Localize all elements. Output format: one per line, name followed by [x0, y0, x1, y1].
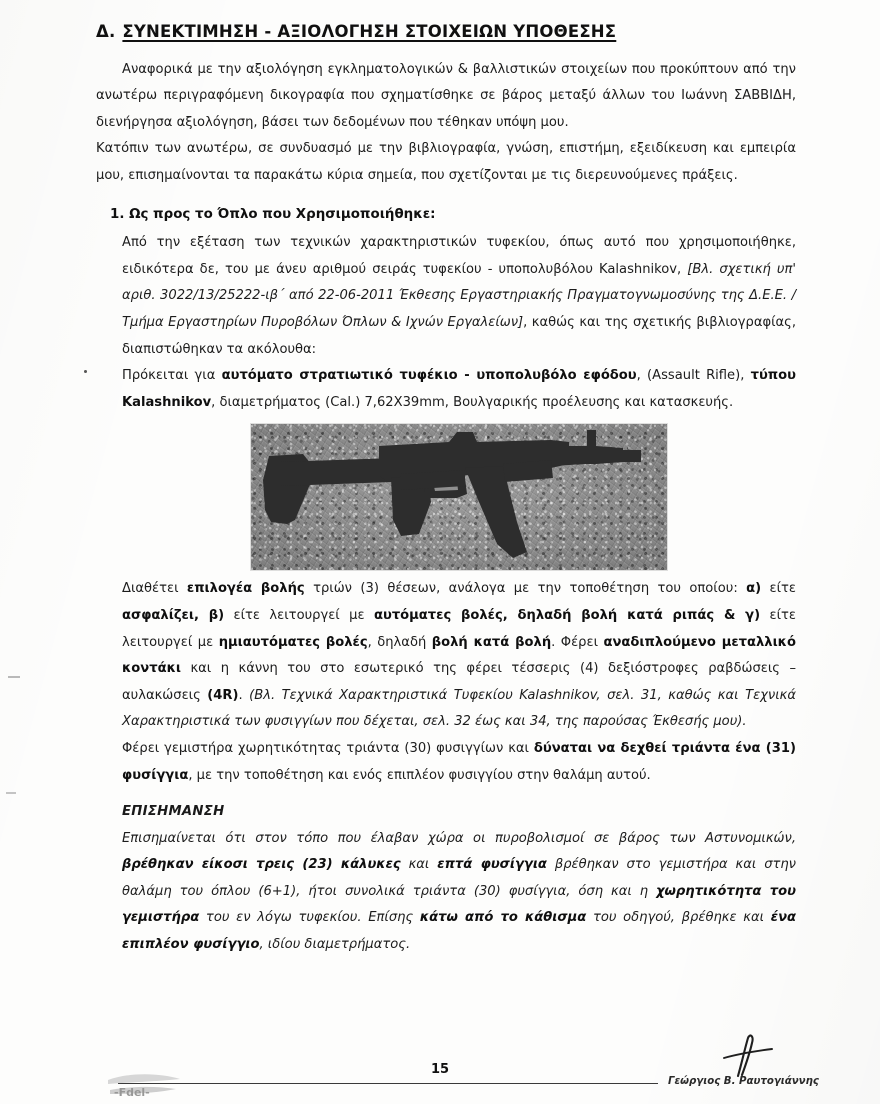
note-paragraph: [122, 826, 796, 959]
section-1-paragraph-1: [122, 230, 796, 363]
note-a: Επισημαίνεται ότι στον τόπο που έλαβαν χώρα οι πυροβολισμοί σε βάρος των Αστυνομικών,: [122, 830, 796, 846]
s1p3-j: ημιαυτόματες βολές: [218, 634, 368, 650]
s1p3-f: ασφαλίζει, β): [122, 607, 225, 623]
s1p1-text-b: , καθώς και της σχετικής βιβλιογραφίας, διαπιστώθηκαν τα ακόλουθα:: [122, 314, 796, 357]
s1p2-a: Πρόκειται για: [122, 368, 222, 384]
page-edge-mark-secondary: [6, 792, 16, 794]
s1p3-l: βολή κατά βολή: [431, 634, 552, 650]
s1p3-h: αυτόματες βολές, δηλαδή βολή κατά ριπάς & γ): [373, 607, 761, 623]
note-h: κάτω από το κάθισμα: [419, 910, 587, 926]
page-title: [96, 22, 796, 43]
s1p3-b: επιλογέα βολής: [186, 581, 305, 597]
s1p1-text-a: Από την εξέταση των τεχνικών χαρακτηριστικών τυφεκίου, όπως αυτό που χρησιμοποιήθηκε, ειδικότερα δε, του με άνευ αριθμού σειράς τυφεκίου - υποπολυβόλου Kalashnikov,: [122, 235, 796, 277]
heading-letter: Δ.: [96, 22, 116, 41]
s1p2-e: , διαμετρήματος (Cal.) 7,62Χ39mm, Βουλγαρικής προέλευσης και κατασκευής.: [211, 394, 734, 410]
note-g: του εν λόγω τυφεκίου. Επίσης: [199, 910, 420, 926]
section-1-body: [122, 230, 796, 958]
heading-title: ΣΥΝΕΚΤΙΜΗΣΗ - ΑΞΙΟΛΟΓΗΣΗ ΣΤΟΙΧΕΙΩΝ ΥΠΟΘΕΣΗΣ: [122, 22, 617, 41]
section-1-heading: 1. Ως προς το Όπλο που Χρησιμοποιήθηκε:: [110, 206, 436, 222]
s1p3-c: τριών (3) θέσεων, ανάλογα με την τοποθέτηση του οποίου:: [304, 581, 747, 597]
rifle-photograph: [251, 424, 667, 570]
s1p1-citation: [Βλ. σχετική υπ' αριθ. 3022/13/25222-ιβ΄ από 22-06-2011 Έκθεσης Εργαστηριακής Πραγματογνωμοσύνης της Δ.Ε.Ε. / Τμήμα Εργαστηρίων Πυροβόλων Όπλων & Ιχνών Εργαλείων]: [122, 261, 796, 330]
s1p3-m: . Φέρει: [551, 634, 604, 650]
section-1-paragraph-2: [122, 363, 796, 416]
page-footer: [0, 1062, 880, 1104]
s1p2-b: αυτόματο στρατιωτικό τυφέκιο - υποπολυβόλο εφόδου: [221, 368, 637, 384]
note-f: χωρητικότητα του γεμιστήρα: [122, 883, 796, 926]
s1p3-e: είτε: [761, 581, 796, 597]
s1p2-c: , (Assault Rifle),: [636, 368, 751, 384]
s1p3-n: αναδιπλούμενο μεταλλικό κοντάκι: [122, 634, 796, 677]
note-e: βρέθηκαν στο γεμιστήρα και στην θαλάμη του όπλου (6+1), ήτοι συνολικά τριάντα (30) φυσίγγια, όση και η: [122, 857, 796, 899]
stamp-smudge-icon: [104, 1070, 222, 1102]
s1p4-b: δύναται να δεχθεί τριάντα ένα (31) φυσίγγια: [122, 740, 796, 783]
note-c: και: [400, 857, 438, 873]
s1p3-o: και η κάννη του στο εσωτερικό της φέρει τέσσερις (4) δεξιόστροφες ραβδώσεις – αυλακώσεις: [122, 661, 796, 703]
note-heading: ΕΠΙΣΗΜΑΝΣΗ: [122, 804, 225, 820]
intro-paragraph-2: Κατόπιν των ανωτέρω, σε συνδυασμό με την βιβλιογραφία, γνώση, επιστήμη, εξειδίκευση και εμπειρία μου, επισημαίνονται τα παρακάτω κύρια σημεία, που σχετίζονται με τις διερευνούμενες πράξεις.: [96, 141, 796, 183]
s1p3-a: Διαθέτει: [122, 581, 187, 597]
s1p3-q: .: [238, 687, 250, 703]
svg-text:-Fdel-: -Fdel-: [114, 1086, 150, 1099]
s1p3-p: (4R): [207, 687, 239, 703]
intro-block: [96, 57, 796, 190]
note-k: , ιδίου διαμετρήματος.: [259, 937, 411, 953]
note-b: βρέθηκαν είκοσι τρεις (23) κάλυκες: [122, 857, 401, 873]
signature-name: Γεώργιος Β. Ραυτογιάννης: [668, 1076, 819, 1087]
rifle-photo-container: [122, 424, 796, 570]
section-1-paragraph-4: [122, 736, 796, 789]
note-i: του οδηγού, βρέθηκε και: [586, 910, 771, 926]
handwritten-signature-icon: [712, 1034, 790, 1078]
note-d: επτά φυσίγγια: [437, 857, 547, 873]
section-1-paragraph-3: [122, 576, 796, 736]
document-body: [96, 22, 796, 959]
s1p3-d: α): [746, 581, 762, 597]
s1p3-g: είτε λειτουργεί με: [224, 607, 374, 623]
page-number: 15: [430, 1062, 450, 1077]
s1p3-i: είτε λειτουργεί με: [122, 607, 796, 650]
page-edge-mark: [8, 676, 20, 678]
intro-paragraph-1: Αναφορικά με την αξιολόγηση εγκληματολογικών & βαλλιστικών στοιχείων που προκύπτουν από την ανωτέρω περιγραφόμενη δικογραφία που σχηματίσθηκε σε βάρος μεταξύ άλλων του Ιωάννη ΣΑΒΒΙΔΗ, διενήργησα αξιολόγηση, βάσει των δεδομένων που τέθηκαν υπόψη μου.: [96, 61, 796, 130]
note-j: ένα επιπλέον φυσίγγιο: [122, 910, 796, 953]
margin-dot-mark: [84, 370, 87, 373]
s1p2-d: τύπου Kalashnikov: [122, 368, 797, 410]
s1p3-k: , δηλαδή: [367, 634, 432, 650]
rifle-silhouette-icon: [251, 424, 667, 570]
s1p4-c: , με την τοποθέτηση και ενός επιπλέον φυσιγγίου στην θαλάμη αυτού.: [188, 767, 651, 783]
s1p3-citation: (Βλ. Τεχνικά Χαρακτηριστικά Τυφεκίου Kalashnikov, σελ. 31, καθώς και Τεχνικά Χαρακτηριστικά των φυσιγγίων που δέχεται, σελ. 32 έως και 34, της παρούσας Έκθεσής μου).: [122, 687, 796, 730]
s1p4-a: Φέρει γεμιστήρα χωρητικότητας τριάντα (30) φυσιγγίων και: [122, 740, 534, 756]
